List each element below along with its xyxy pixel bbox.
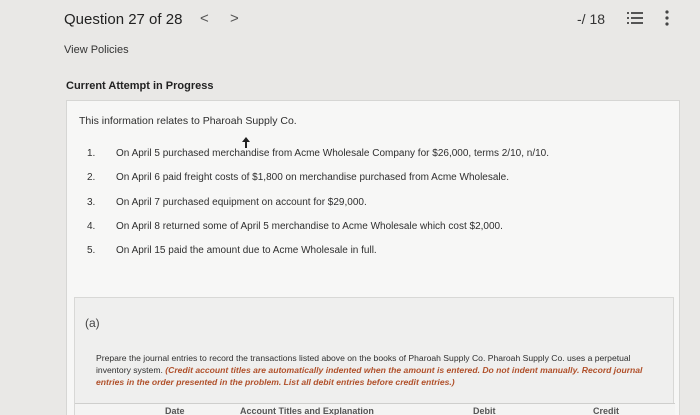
item-number: 2. [87,172,96,183]
column-header-account: Account Titles and Explanation [240,406,374,415]
column-header-credit: Credit [593,406,620,415]
item-number: 4. [87,221,96,232]
column-header-debit: Debit [473,406,496,415]
attempt-status: Current Attempt in Progress [66,80,214,92]
prompt-instructions: (Credit account titles are automatically indented when the amount is entered. Do not indent manually. Record journal entries in the order presented in the problem. List all debit entries before credit entries.) [96,365,643,387]
question-card [66,100,680,415]
item-text: On April 6 paid freight costs of $1,800 on merchandise purchased from Acme Wholesale. [116,172,509,183]
view-policies-link[interactable]: View Policies [64,44,129,56]
part-a-section [74,297,674,415]
item-text: On April 8 returned some of April 5 merchandise to Acme Wholesale which cost $2,000. [116,221,503,232]
previous-question-button[interactable]: < [200,10,209,27]
prompt-text: Prepare the journal entries to record the transactions listed above on the books of Pharoah Supply Co. Pharoah Supply Co. uses a perpetual inventory system. [96,353,631,375]
question-intro: This information relates to Pharoah Supply Co. [79,115,297,127]
item-text: On April 15 paid the amount due to Acme Wholesale in full. [116,245,377,256]
journal-table-header [75,403,675,415]
item-text: On April 7 purchased equipment on account for $29,000. [116,197,367,208]
question-header [0,0,700,40]
score-display: -/ 18 [577,11,606,27]
more-vertical-icon[interactable] [664,10,670,26]
item-number: 1. [87,148,96,159]
part-prompt [96,352,666,388]
question-title: Question 27 of 28 [64,11,183,28]
item-number: 5. [87,245,96,256]
column-header-date: Date [165,406,185,415]
next-question-button[interactable]: > [230,10,239,27]
part-label: (a) [85,316,100,330]
item-number: 3. [87,197,96,208]
list-icon[interactable] [627,11,643,25]
item-text: On April 5 purchased merchandise from Acme Wholesale Company for $26,000, terms 2/10, n/10. [116,148,549,159]
